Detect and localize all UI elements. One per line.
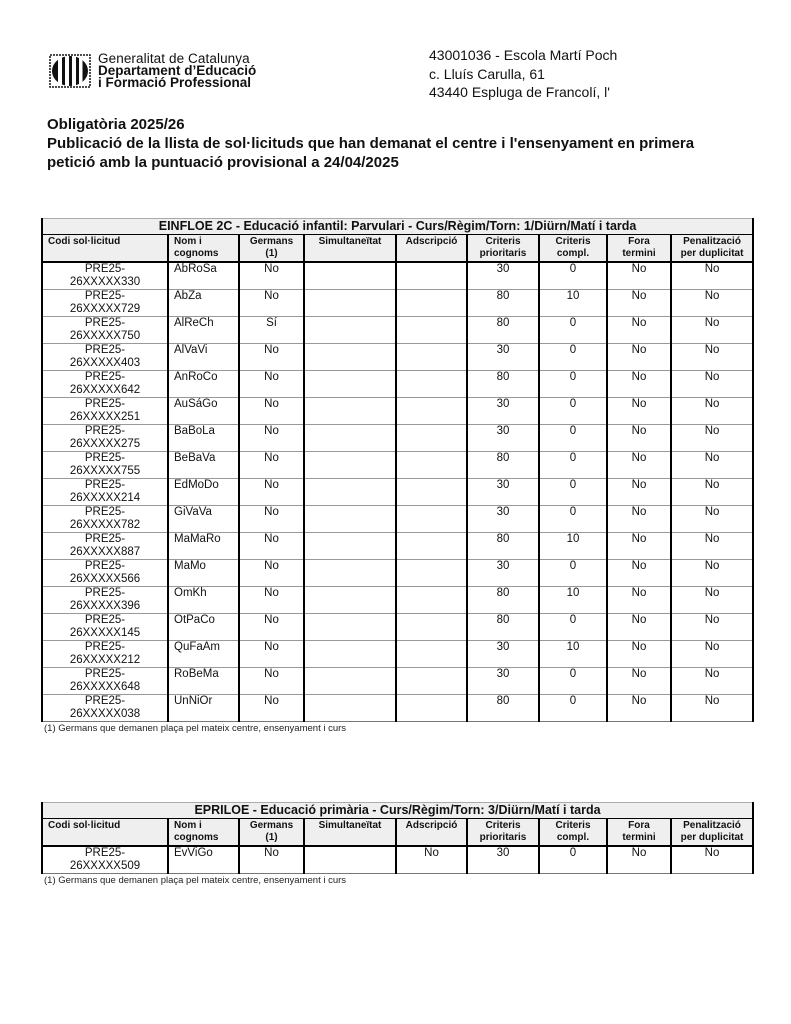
title-main-line2: petició amb la puntuació provisional a 24/04/2025 [47, 154, 399, 171]
cell-code: PRE25- 26XXXXX509 [42, 846, 168, 874]
cell-siblings: No [239, 290, 304, 317]
cell-name: RoBeMa [168, 668, 239, 695]
cell-code: PRE25- 26XXXXX275 [42, 425, 168, 452]
cell-late: No [607, 290, 671, 317]
cell-adscription [396, 641, 467, 668]
cell-simultaneity [304, 371, 396, 398]
cell-name: MaMo [168, 560, 239, 587]
cell-priority-criteria: 80 [467, 614, 539, 641]
cell-priority-criteria: 80 [467, 317, 539, 344]
cell-siblings: No [239, 262, 304, 290]
cell-adscription [396, 317, 467, 344]
cell-priority-criteria: 30 [467, 641, 539, 668]
cell-simultaneity [304, 695, 396, 722]
cell-late: No [607, 452, 671, 479]
department-name-line2: i Formació Professional [98, 75, 252, 90]
cell-adscription [396, 371, 467, 398]
cell-adscription [396, 506, 467, 533]
cell-complementary-criteria: 0 [539, 668, 607, 695]
cell-complementary-criteria: 0 [539, 614, 607, 641]
cell-code: PRE25- 26XXXXX403 [42, 344, 168, 371]
cell-priority-criteria: 80 [467, 452, 539, 479]
cell-priority-criteria: 30 [467, 560, 539, 587]
table-row [42, 452, 753, 479]
cell-duplicate-penalty: No [671, 425, 753, 452]
cell-late: No [607, 371, 671, 398]
cell-siblings: No [239, 668, 304, 695]
cell-complementary-criteria: 0 [539, 262, 607, 290]
cell-siblings: Sí [239, 317, 304, 344]
col-late: Fora termini [607, 819, 671, 847]
cell-complementary-criteria: 0 [539, 317, 607, 344]
table-row [42, 506, 753, 533]
cell-complementary-criteria: 0 [539, 560, 607, 587]
cell-simultaneity [304, 398, 396, 425]
cell-priority-criteria: 30 [467, 506, 539, 533]
cell-duplicate-penalty: No [671, 533, 753, 560]
cell-late: No [607, 262, 671, 290]
cell-simultaneity [304, 290, 396, 317]
table-body [42, 846, 753, 874]
cell-adscription [396, 398, 467, 425]
cell-duplicate-penalty: No [671, 560, 753, 587]
table-row [42, 344, 753, 371]
footnote: (1) Germans que demanen plaça pel mateix centre, ensenyament i curs [44, 723, 347, 734]
cell-duplicate-penalty: No [671, 452, 753, 479]
cell-simultaneity [304, 587, 396, 614]
cell-late: No [607, 641, 671, 668]
table-row [42, 425, 753, 452]
cell-priority-criteria: 30 [467, 668, 539, 695]
cell-name: MaMaRo [168, 533, 239, 560]
cell-late: No [607, 668, 671, 695]
cell-duplicate-penalty: No [671, 506, 753, 533]
table-epriloe [41, 802, 752, 886]
col-siblings: Germans (1) [239, 235, 304, 263]
col-name: Nom i cognoms [168, 235, 239, 263]
cell-priority-criteria: 80 [467, 533, 539, 560]
col-simultaneity: Simultaneïtat [304, 819, 396, 847]
table-row [42, 846, 753, 874]
header-row [42, 819, 753, 847]
cell-late: No [607, 560, 671, 587]
cell-siblings: No [239, 614, 304, 641]
cell-late: No [607, 614, 671, 641]
school-address: c. Lluís Carulla, 61 [429, 65, 545, 82]
cell-complementary-criteria: 0 [539, 425, 607, 452]
cell-siblings: No [239, 846, 304, 874]
cell-priority-criteria: 80 [467, 290, 539, 317]
table-row [42, 560, 753, 587]
col-duplicate-penalty: Penalització per duplicitat [671, 819, 753, 847]
cell-simultaneity [304, 425, 396, 452]
cell-priority-criteria: 30 [467, 398, 539, 425]
cell-simultaneity [304, 262, 396, 290]
cell-name: AlReCh [168, 317, 239, 344]
title-year: Obligatòria 2025/26 [47, 116, 185, 133]
col-code: Codi sol·licitud [42, 819, 168, 847]
department-name-line1: Departament d’Educació [98, 63, 257, 78]
cell-simultaneity [304, 533, 396, 560]
table-row [42, 695, 753, 722]
table-row [42, 398, 753, 425]
cell-complementary-criteria: 10 [539, 641, 607, 668]
cell-siblings: No [239, 371, 304, 398]
cell-adscription [396, 452, 467, 479]
cell-code: PRE25- 26XXXXX214 [42, 479, 168, 506]
cell-siblings: No [239, 398, 304, 425]
cell-late: No [607, 695, 671, 722]
title-main-line1: Publicació de la llista de sol·licituds que han demanat el centre i l'ensenyament en primera [47, 135, 695, 152]
cell-complementary-criteria: 0 [539, 371, 607, 398]
applications-table [41, 802, 754, 874]
cell-complementary-criteria: 0 [539, 506, 607, 533]
cell-code: PRE25- 26XXXXX396 [42, 587, 168, 614]
table-einfloe [41, 218, 752, 734]
table-row [42, 290, 753, 317]
cell-priority-criteria: 80 [467, 587, 539, 614]
cell-adscription [396, 614, 467, 641]
col-name: Nom i cognoms [168, 819, 239, 847]
cell-name: BeBaVa [168, 452, 239, 479]
cell-code: PRE25- 26XXXXX755 [42, 452, 168, 479]
cell-duplicate-penalty: No [671, 695, 753, 722]
cell-adscription [396, 587, 467, 614]
cell-name: EdMoDo [168, 479, 239, 506]
cell-late: No [607, 425, 671, 452]
cell-siblings: No [239, 506, 304, 533]
cell-siblings: No [239, 695, 304, 722]
col-adscription: Adscripció [396, 235, 467, 263]
cell-simultaneity [304, 452, 396, 479]
cell-late: No [607, 506, 671, 533]
col-duplicate-penalty: Penalització per duplicitat [671, 235, 753, 263]
cell-adscription [396, 425, 467, 452]
cell-priority-criteria: 30 [467, 846, 539, 874]
header-row [42, 235, 753, 263]
cell-name: OtPaCo [168, 614, 239, 641]
cell-simultaneity [304, 641, 396, 668]
cell-complementary-criteria: 0 [539, 398, 607, 425]
cell-code: PRE25- 26XXXXX330 [42, 262, 168, 290]
cell-simultaneity [304, 479, 396, 506]
cell-siblings: No [239, 641, 304, 668]
cell-late: No [607, 398, 671, 425]
cell-duplicate-penalty: No [671, 614, 753, 641]
col-simultaneity: Simultaneïtat [304, 235, 396, 263]
cell-siblings: No [239, 587, 304, 614]
cell-complementary-criteria: 0 [539, 479, 607, 506]
applications-table [41, 218, 754, 722]
table-body [42, 262, 753, 722]
cell-name: GiVaVa [168, 506, 239, 533]
cell-code: PRE25- 26XXXXX729 [42, 290, 168, 317]
cell-name: AbRoSa [168, 262, 239, 290]
table-row [42, 317, 753, 344]
cell-simultaneity [304, 668, 396, 695]
cell-name: OmKh [168, 587, 239, 614]
cell-duplicate-penalty: No [671, 317, 753, 344]
cell-adscription [396, 479, 467, 506]
school-postal-town: 43440 Espluga de Francolí, l' [429, 84, 610, 100]
col-adscription: Adscripció [396, 819, 467, 847]
cell-name: EvViGo [168, 846, 239, 874]
cell-simultaneity [304, 614, 396, 641]
cell-complementary-criteria: 0 [539, 344, 607, 371]
cell-adscription [396, 560, 467, 587]
table-caption: EPRILOE - Educació primària - Curs/Règim/Torn: 3/Diürn/Matí i tarda [42, 803, 753, 819]
cell-name: AnRoCo [168, 371, 239, 398]
cell-code: PRE25- 26XXXXX887 [42, 533, 168, 560]
cell-name: AuSáGo [168, 398, 239, 425]
cell-name: AlVaVi [168, 344, 239, 371]
cell-late: No [607, 344, 671, 371]
cell-duplicate-penalty: No [671, 641, 753, 668]
table-row [42, 614, 753, 641]
cell-duplicate-penalty: No [671, 668, 753, 695]
cell-simultaneity [304, 506, 396, 533]
cell-siblings: No [239, 560, 304, 587]
cell-code: PRE25- 26XXXXX642 [42, 371, 168, 398]
cell-code: PRE25- 26XXXXX566 [42, 560, 168, 587]
col-complementary-criteria: Criteris compl. [539, 819, 607, 847]
cell-late: No [607, 533, 671, 560]
document-title [47, 115, 694, 172]
cell-name: UnNiOr [168, 695, 239, 722]
table-row [42, 668, 753, 695]
school-code-name: 43001036 - Escola Martí Poch [429, 47, 618, 63]
cell-code: PRE25- 26XXXXX251 [42, 398, 168, 425]
cell-complementary-criteria: 0 [539, 846, 607, 874]
cell-adscription [396, 290, 467, 317]
col-code: Codi sol·licitud [42, 235, 168, 263]
col-priority-criteria: Criteris prioritaris [467, 235, 539, 263]
cell-duplicate-penalty: No [671, 587, 753, 614]
cell-duplicate-penalty: No [671, 846, 753, 874]
table-row [42, 479, 753, 506]
cell-simultaneity [304, 344, 396, 371]
cell-code: PRE25- 26XXXXX750 [42, 317, 168, 344]
col-siblings: Germans (1) [239, 819, 304, 847]
cell-late: No [607, 587, 671, 614]
cell-code: PRE25- 26XXXXX782 [42, 506, 168, 533]
cell-duplicate-penalty: No [671, 479, 753, 506]
footnote: (1) Germans que demanen plaça pel mateix centre, ensenyament i curs [44, 875, 347, 886]
cell-complementary-criteria: 10 [539, 587, 607, 614]
table-row [42, 533, 753, 560]
cell-name: QuFaAm [168, 641, 239, 668]
cell-code: PRE25- 26XXXXX145 [42, 614, 168, 641]
cell-duplicate-penalty: No [671, 262, 753, 290]
coat-of-arms-icon [48, 53, 92, 89]
cell-name: BaBoLa [168, 425, 239, 452]
table-row [42, 587, 753, 614]
table-row [42, 641, 753, 668]
cell-adscription [396, 668, 467, 695]
cell-siblings: No [239, 452, 304, 479]
cell-simultaneity [304, 846, 396, 874]
cell-complementary-criteria: 0 [539, 695, 607, 722]
cell-code: PRE25- 26XXXXX648 [42, 668, 168, 695]
cell-adscription: No [396, 846, 467, 874]
cell-priority-criteria: 30 [467, 425, 539, 452]
cell-adscription [396, 533, 467, 560]
org-name: Generalitat de Catalunya [98, 51, 250, 66]
cell-adscription [396, 262, 467, 290]
cell-simultaneity [304, 317, 396, 344]
cell-late: No [607, 846, 671, 874]
cell-complementary-criteria: 10 [539, 533, 607, 560]
cell-late: No [607, 317, 671, 344]
cell-adscription [396, 344, 467, 371]
cell-duplicate-penalty: No [671, 344, 753, 371]
col-complementary-criteria: Criteris compl. [539, 235, 607, 263]
cell-adscription [396, 695, 467, 722]
cell-priority-criteria: 80 [467, 371, 539, 398]
col-priority-criteria: Criteris prioritaris [467, 819, 539, 847]
cell-complementary-criteria: 10 [539, 290, 607, 317]
cell-siblings: No [239, 344, 304, 371]
table-row [42, 262, 753, 290]
cell-code: PRE25- 26XXXXX212 [42, 641, 168, 668]
cell-late: No [607, 479, 671, 506]
cell-siblings: No [239, 533, 304, 560]
table-caption: EINFLOE 2C - Educació infantil: Parvulari - Curs/Règim/Torn: 1/Diürn/Matí i tarda [42, 219, 753, 235]
cell-duplicate-penalty: No [671, 290, 753, 317]
cell-priority-criteria: 30 [467, 479, 539, 506]
cell-duplicate-penalty: No [671, 371, 753, 398]
cell-siblings: No [239, 479, 304, 506]
cell-name: AbZa [168, 290, 239, 317]
cell-priority-criteria: 30 [467, 262, 539, 290]
cell-priority-criteria: 80 [467, 695, 539, 722]
table-row [42, 371, 753, 398]
cell-priority-criteria: 30 [467, 344, 539, 371]
school-info [429, 46, 617, 102]
col-late: Fora termini [607, 235, 671, 263]
cell-simultaneity [304, 560, 396, 587]
cell-siblings: No [239, 425, 304, 452]
generalitat-logo [48, 53, 256, 89]
cell-complementary-criteria: 0 [539, 452, 607, 479]
cell-duplicate-penalty: No [671, 398, 753, 425]
cell-code: PRE25- 26XXXXX038 [42, 695, 168, 722]
